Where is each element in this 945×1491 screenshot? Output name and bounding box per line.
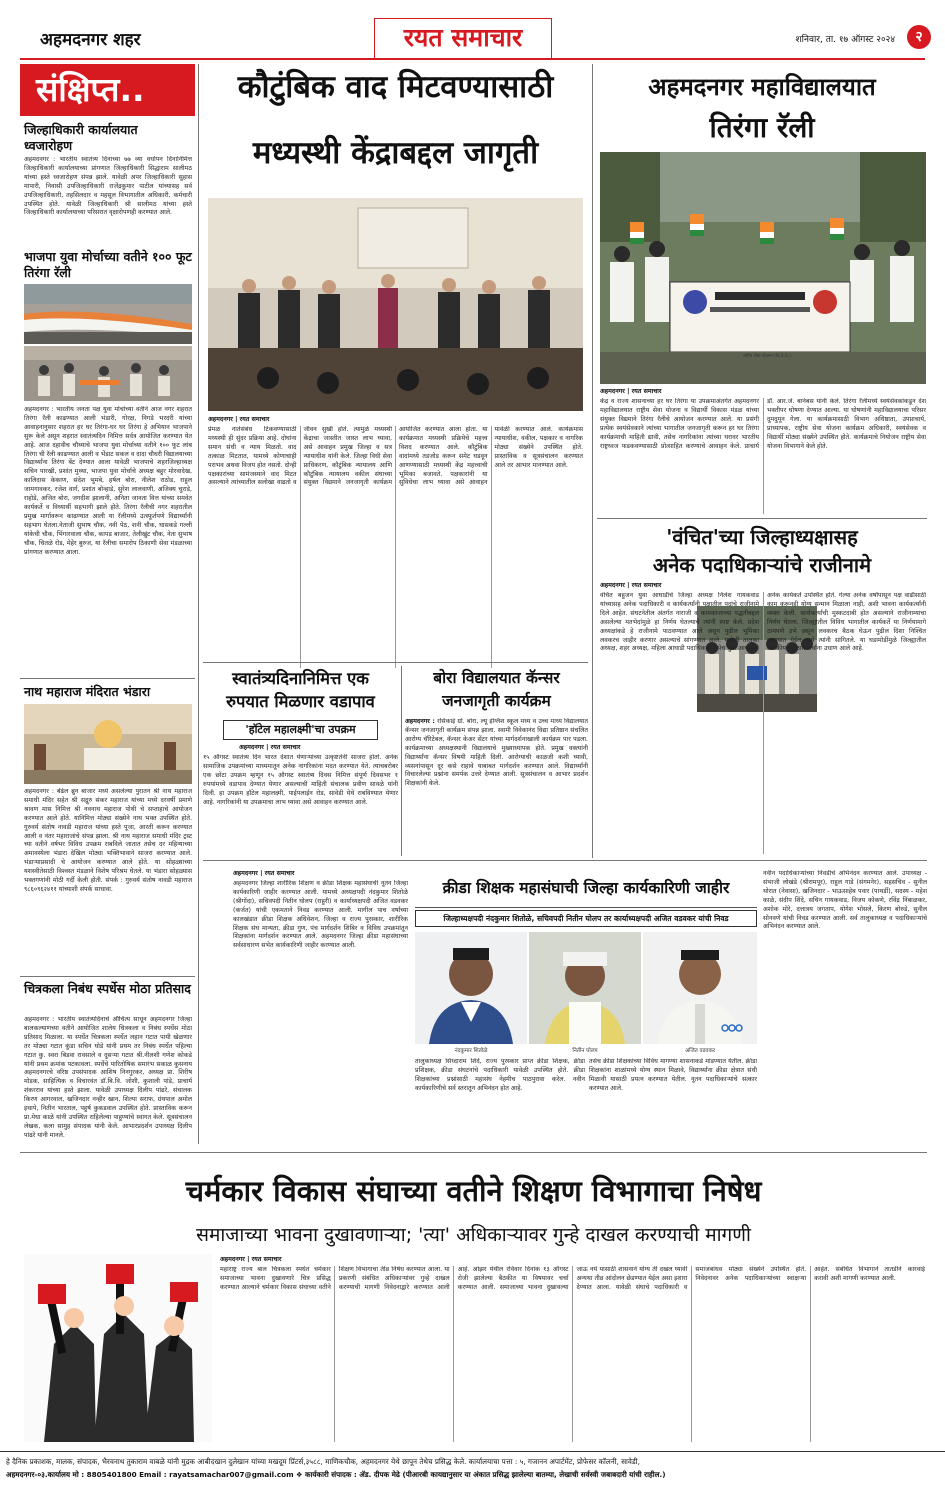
- page-number-badge: [907, 25, 931, 49]
- krida-body-far: नवीन पदाधिकाऱ्यांच्या निवडीचे अभिनंदन करण्यात आले. उपाध्यक्ष - संभाजी लोखंडे (श्रीरामपूर), राहुल गाडे (संगमनेर), सहसचिव - सुनील थोरात (नेवासा), खजिनदार - भाऊसाहेब पवार (पाथर्डी), सदस्य - महेश काळे, संदीप शिंदे, सचिन गायकवाड, विजय कोकणे, रविंद्र निंबाळकर, अशोक मोरे, दत्तात्रय जगताप, योगेश भोसले, किरण बोरुडे, सुनील सोनवणे यांची निवड करण्यात आली. सर्व तालुकाध्यक्ष व पदाधिकाऱ्यांचे अभिनंदन करण्यात आले.: [763, 870, 927, 931]
- vadapav-subtitle-box: [223, 720, 378, 740]
- mediation-body: प्रेमळ नातेसंबंध टिकवण्यासाठी मध्यस्थी ही सुंदर प्रक्रिया आहे. दोघांना समान संधी व न्याय मिळतो. वाद तत्काळ मिटतात, यामध्ये कोणाचाही पराभव अथवा विजय होत नसतो. दोन्ही पक्षकारांच्या सामंजस्याने वाद मिटत असल्याने त्यांच्यातील सलोखा वाढतो व जीवन सुखी होते. त्यामुळे मध्यस्थी केंद्राचा जास्तीत जास्त लाभ घ्यावा, असे आवाहन प्रमुख जिल्हा व सत्र न्यायाधीश यांनी केले. जिल्हा विधी सेवा प्राधिकरण, कौटुंबिक न्यायालय आणि कौटुंबिक न्यायालय वकील संघाच्या संयुक्त विद्यमाने जनजागृती कार्यक्रम आयोजित करण्यात आला होता. या कार्यक्रमात मध्यस्थी प्रक्रियेचे महत्त्व विशद करण्यात आले. कौटुंबिक वादांमध्ये तडजोड करून समेट घडवून आणण्यासाठी मध्यस्थी केंद्र महत्त्वाची भूमिका बजावते. पक्षकारांनी या सुविधेचा लाभ घ्यावा असे आवाहन यावेळी करण्यात आले. कार्यक्रमास न्यायाधीश, वकील, पक्षकार व नागरिक मोठ्या संख्येने उपस्थित होते. प्रास्ताविक व सूत्रसंचालन करण्यात आले तर आभार मानण्यात आले.: [208, 426, 583, 487]
- footer-line-1: हे दैनिक प्रकाशक, मालक, संपादक, भैरवनाथ तुकाराम वाबळे यांनी मुद्रक आबीदखान दुलेखान यांच्या मखदूम प्रिंटर्स,३५८८, माणिकचौक, अहमदनगर येथे छापून तेथेच प्रसिद्ध केले. कार्यालयाचा पत्ता : ५, गजानन अपार्टमेंट, प्रोफेसर कॉलनी, सावेडी,: [6, 1457, 640, 1466]
- vadapav-body: १५ ऑगस्ट स्वातंत्र्य दिन भारत देशात येणाऱ्यांच्या उत्कृष्टतेनी साजरा होतो. अनेक सामाजिक उपक्रमांच्या माध्यमातून अनेक नागरिकांना मदत करण्यात येते. त्याचबरोबर एक छोटा उपक्रम म्हणून १५ ऑगस्ट स्वातंत्र्य दिवस निमित्त संपूर्ण दिवसभर १ रुपयांमध्ये वडापाव देण्यात येणार असल्याची माहिती संचालक प्रवीण सावळे यांनी दिली. हा उपक्रम हॉटेल महालक्ष्मी, पाईपलाईन रोड, सावेडी येथे राबविण्यात येणार आहे. नागरिकांनी या उपक्रमाचा लाभ घ्यावा असे आवाहन करण्यात आले.: [203, 754, 398, 806]
- vadapav-title-line2: रुपयात मिळणार वडापाव: [226, 692, 375, 711]
- vadapav-title-line1: स्वातंत्र्यदिनानिमित्त एक: [232, 669, 369, 688]
- vanchit-title-line1: 'वंचित'च्या जिल्हाध्यक्षासह: [666, 525, 858, 549]
- bora-title-line1: बोरा विद्यालयात कॅन्सर: [433, 669, 560, 687]
- krida-subtitle: जिल्हाध्यक्षपदी नंदकुमार शितोळे, सचिवपदी नितीन घोलप तर कार्याध्यक्षपदी अजित वडवकर यांची निवड: [443, 914, 729, 923]
- vanchit-body: वंचित बहुजन युवा आघाडीचे जिल्हा अध्यक्ष निलेश गायकवाड यांच्यासह अनेक पदाधिकारी व कार्यकर्त्यांनी पक्षातील पदांचे राजीनामे दिले आहेत. संघटनेतील अंतर्गत नाराजी व कामकाजाच्या पद्धतीबद्दल असलेल्या मतभेदांमुळे हा निर्णय घेतल्याचे त्यांनी स्पष्ट केले. प्रदेश अध्यक्षांकडे हे राजीनामे पाठवण्यात आले असून पुढील भूमिका लवकरच जाहीर करणार असल्याचे सांगण्यात आले. यावेळी तालुका अध्यक्ष, शहर अध्यक्ष, महिला आघाडी पदाधिकारी तसेच युवा आघाडीचे अनेक कार्यकर्ते उपस्थित होते. गेल्या अनेक वर्षांपासून पक्ष वाढीसाठी काम करूनही योग्य सन्मान मिळाला नाही, अशी भावना कार्यकर्त्यांनी व्यक्त केली. कार्यकर्त्यांची मुस्कटदाबी होत असल्याने राजीनाम्याचा निर्णय घेतला. जिल्ह्यातील विविध भागातील कार्यकर्ते या निर्णयामागे ठामपणे उभे असून लवकरच बैठक घेऊन पुढील दिशा निश्चित करण्यात येईल असे त्यांनी सांगितले. या घडामोडींमुळे जिल्ह्यातील राजकीय वर्तुळात चर्चांना उधाण आले आहे.: [600, 592, 926, 653]
- charmakar-byline: अहमदनगर | रयत समाचार: [220, 1256, 282, 1263]
- masthead-rule: [20, 58, 925, 60]
- column-divider-left: [198, 64, 199, 1144]
- vanchit-byline: अहमदनगर | रयत समाचार: [600, 582, 662, 589]
- tiranga-title-line1: अहमदनगर महाविद्यालयात: [648, 73, 876, 101]
- tiranga-rally-photo: [600, 152, 926, 384]
- newspaper-title: रयत समाचार: [403, 23, 523, 52]
- column-divider-mid: [592, 64, 593, 858]
- charmakar-protest-illustration: [24, 1254, 212, 1442]
- mediation-title-line1: कौटुंबिक वाद मिटवण्यासाठी: [237, 69, 554, 105]
- bora-body: [405, 718, 588, 852]
- brief4-headline: चित्रकला निबंध स्पर्धेस मोठा प्रतिसाद: [24, 981, 191, 996]
- krida-body-right: तसेच क्रीडा शिक्षकांच्या विविध मागण्या शासनाकडे मांडण्यात येतील. क्रीडा शिक्षकांना शाळांमध्ये योग्य स्थान मिळावे, विद्यार्थ्यांना क्रीडा क्षेत्रात संधी मिळावी यासाठी प्रयत्न करण्यात येतील. नूतन पदाधिकाऱ्यांचे सत्कार करण्यात आले.: [589, 1058, 757, 1092]
- mediation-divider: [203, 662, 588, 663]
- article-charmakar: [20, 1156, 927, 1446]
- krida-byline: अहमदनगर | रयत समाचार: [233, 870, 295, 877]
- krida-caption-shitole: नंदकुमार शितोळे: [454, 1048, 488, 1054]
- middle-band-top: [203, 860, 927, 861]
- mediation-event-photo: [208, 198, 583, 411]
- brief3-temple-photo: [24, 704, 192, 784]
- tiranga-title-line2: तिरंगा रॅली: [709, 111, 815, 144]
- bora-title-line2: जनजागृती कार्यक्रम: [442, 692, 551, 710]
- krida-caption-vadavkar: अजित वडवकर: [684, 1048, 716, 1054]
- brief2-body: अहमदनगर : भारतीय जनता पक्ष युवा मोर्चाच्या वतीने आज नगर शहरात तिरंगा रॅली काढण्यात आली भंडारी, गोरक्ष, निगडे भरदरी यांच्या आवाहनानुसार शहरात हर घर तिरंगा-घर घर तिरंगा हे अभियान भाजपाने सुरू केले असून शहरात स्वातंत्र्यदिन निमित्त सर्वत्र आयोजित करण्यात येत आहे. आज दहावीच चौथ्याचे भाजपा युवा मोर्चाच्या वतीने १०० फूट लांब तिरंगा ची रॅली काढण्यात आली व भेंडाट सकल व दादा चौधरी विद्यालयाच्या विद्यार्थ्यांना तिरंगा बेंट देण्यात आला यावेळी भाजपाचे शहरजिल्हाध्यक्ष सचिन पारखी, प्रशांत मुथ्था, भाजपा युवा मोर्चाचे अध्यक्ष बहुर मोरवादेख, कालिदास केकाण, संदेश भुमबे, हर्षल बोरा, नीलेश राठोड, राहुल जामगावकर, रजेश वार्ग, प्रशांत बोन्हाडे, सुरेश लालवाणी, अजिक्य चुराडे, राहोडे, अजित बोरा, जगदीश झालानी, अनिता जानता वित्त यांच्या समवेत कार्यकर्ते व विध्यार्थी सहभागी झाले होते. तिरंगा रॅलीची नगर शहरातील प्रमुख मार्गावरून काढण्यात आली या रॅलीमध्ये उत्स्फूर्तपणे विद्यार्थ्यांनी सहभाग घेतला.नेताजी सुभाष चौक, नवी पेठ, शनी चौक, घासकडे गल्ली यांकेची चौक, भिंगारवाला चौक, कापड बाजार, तेलीखुंट चौक, नेता सुभाष चौक, चितळे रोड, मेहेर बुरुज, या रॅलीचा समारोप ठिकाणी सेवा मंडळाच्या प्रांगणात करण्यात आला.: [24, 406, 192, 556]
- krida-photo-vadavkar: [643, 932, 757, 1044]
- bora-byline: अहमदनगर :: [405, 718, 435, 725]
- brief2-headline: भाजपा युवा मोर्चाच्या वतीने १०० फूट तिरंगा रॅली: [24, 249, 192, 280]
- bora-body-text: रसिकाई ग्रो. बोरा, ल्यू इंग्लिश स्कूल मध्य व उच्च माध्य विद्यालयात कॅन्सर जनजागृती कार्यक्रम संपन्न झाला. स्वामी विवेकानंद विद्या प्रतिष्ठान संचलित आरोग्य चॅरिटेबल, कॅन्सर केअर सेंटर यांच्या मार्गदर्शनाखाली कार्यक्रम पार पडला. कार्यक्रमाच्या अध्यक्षस्थानी विद्यालयाचे मुख्याध्यापक होते. प्रमुख वक्त्यांनी विद्यार्थ्यांना कॅन्सर विषयी माहिती दिली. आरोग्याची काळजी कशी घ्यावी, व्यसनांपासून दूर कसे राहावे याबाबत मार्गदर्शन करण्यात आले. विद्यार्थ्यांनी विचारलेल्या प्रश्नांना समर्पक उत्तरे देण्यात आली. सूत्रसंचालन व आभार प्रदर्शन शिक्षकांनी केले.: [405, 718, 588, 788]
- article-mediation: [203, 64, 588, 674]
- mediation-title-line2: मध्यस्थी केंद्राबद्दल जागृती: [252, 135, 539, 171]
- article-vanchit: [597, 522, 927, 857]
- brief1-headline: जिल्हाधिकारी कार्यालयात ध्वजारोहण: [24, 122, 138, 153]
- charmakar-body: महाराष्ट्र राज्य बाल चित्रकला स्पर्धेत चर्मकार समाजाच्या भावना दुखावणारे चित्र प्रसिद्ध करण्यात आल्याने चर्मकार विकास संघाच्या वतीने शिक्षण विभागाचा तीव्र निषेध करण्यात आला. या प्रकरणी संबंधित अधिकाऱ्यांवर गुन्हे दाखल करण्याची मागणी निवेदनाद्वारे करण्यात आली आहे. ओझर येथील रविवार दिनांक १३ ऑगस्ट रोजी झालेल्या बैठकीत या विषयावर चर्चा करण्यात आली. समाजाच्या भावना दुखावल्या जाऊ नये यासाठी शासनाने योग्य ती दखल घ्यावी अन्यथा तीव्र आंदोलन छेडण्यात येईल असा इशारा देण्यात आला. यावेळी संघाचे पदाधिकारी व समाजबांधव मोठ्या संख्येने उपस्थित होते. निवेदनावर अनेक पदाधिकाऱ्यांच्या स्वाक्षऱ्या आहेत. संबंधित विभागाने तातडीने कारवाई करावी अशी मागणी करण्यात आली.: [220, 1266, 925, 1291]
- article-tiranga: [597, 64, 927, 514]
- brief3-headline: नाथ महाराज मंदिरात भंडारा: [24, 684, 151, 699]
- krida-body-left: अहमदनगर जिल्हा शारीरिक शिक्षण व क्रीडा शिक्षक महासंघाची नूतन जिल्हा कार्यकारिणी जाहीर करण्यात आली. यामध्ये अध्यक्षपदी नंदकुमार शितोळे (श्रीगोंदा), सचिवपदी नितीन घोलप (राहुरी) व कार्याध्यक्षपदी अजित वडवकर (कर्जत) यांची एकमताने निवड करण्यात आली. मागील पाच वर्षांच्या कालखंडात क्रीडा शिक्षक अधिवेशन, जिल्हा व राज्य पुरस्कार, शारीरिक शिक्षक संघ मान्यता, क्रीडा गुण, पंच मार्गदर्शन शिबिर व विविध उपक्रमांतून शिक्षकांना मार्गदर्शन करण्यात आले. अहमदनगर जिल्हा क्रीडा महासंघाच्या सर्वसाधारण सभेत कार्यकारिणी जाहीर करण्यात आली.: [233, 880, 408, 950]
- brief2-rally-photo: [24, 284, 192, 344]
- issue-date: शनिवार, ता. १७ ऑगस्ट २०२४: [795, 35, 895, 45]
- charmakar-title: चर्मकार विकास संघाच्या वतीने शिक्षण विभागाचा निषेध: [185, 1174, 762, 1208]
- krida-title: क्रीडा शिक्षक महासंघाची जिल्हा कार्यकारिणी जाहीर: [442, 879, 730, 897]
- page-number: २: [915, 29, 923, 45]
- section-name: अहमदनगर शहर: [40, 30, 141, 50]
- brief-column: [20, 64, 195, 1149]
- vadapav-subtitle: 'हॉटेल महालक्ष्मी'चा उपक्रम: [245, 723, 356, 736]
- tiranga-banner-caption: राष्ट्रीय सेवा योजना (N.S.S.): [742, 354, 792, 359]
- brief-divider-2: [20, 976, 195, 977]
- tiranga-byline: अहमदनगर | रयत समाचार: [600, 388, 662, 395]
- footer-line-2: अहमदनगर-०३.कार्यालय मो : 8805401800 Email : rayatsamachar007@gmail.com ❖ कार्यकारी संपादक : ॲड. दीपक मेढे (पीआरबी कायद्यानुसार या अंकात प्रसिद्ध झालेल्या बातम्या, लेखाची सर्वस्वी जबाबदारी यांची राहील.): [6, 1470, 666, 1479]
- brief-banner: [20, 64, 195, 116]
- krida-photo-gholap: [529, 932, 641, 1044]
- tiranga-body: केंद्र व राज्य शासनाच्या हर घर तिरंगा या उपक्रमाअंतर्गत अहमदनगर महाविद्यालयात राष्ट्रीय सेवा योजना व विद्यार्थी विकास मंडळ यांच्या संयुक्त विद्यमाने तिरंगा रॅलीचे आयोजन करण्यात आले. या प्रसंगी प्रत्येक स्वयंसेवकाने त्यांच्या भागातील जनजागृती करून हर घर तिरंगा कार्यक्रमाची माहिती द्यावी, तसेच नागरिकांना त्यांच्या घरावर भारतीय राष्ट्रध्वज फडकवण्यासाठी प्रोत्साहित करण्याचे आवाहन केले. प्राचार्य डॉ. आर.जे. बार्नबस यांनी केले. तिरंगा रॅलीमध्ये स्वयंसेवकांकडून देश भक्तीपर घोषणा देण्यात आल्या. या घोषणांनी महाविद्यालयाचा परिसर दुमदुमून गेला. या कार्यक्रमासाठी विभाग अधिष्ठाता, उपप्राचार्य, प्राध्यापक, राष्ट्रीय सेवा योजना कार्यक्रम अधिकारी, स्वयंसेवक व विद्यार्थी मोठ्या संख्येने उपस्थित होते. कार्यक्रमाचे नियोजन राष्ट्रीय सेवा योजना विभागाने केले होते.: [600, 398, 926, 450]
- krida-body-mid: तालुकाध्यक्ष सिध्दाराम शिंदे, राज्य पुरस्कार प्राप्त क्रीडा शिक्षक, क्रीडा प्रशिक्षक, क्रीडा संघटनांचे पदाधिकारी यावेळी उपस्थित होते. क्रीडा शिक्षकांच्या प्रश्नांसाठी महासंघ नेहमीच पाठपुरावा करेल. नवीन कार्यकारिणीचे सर्व स्तरातून अभिनंदन होत आहे.: [415, 1058, 585, 1092]
- mediation-byline: अहमदनगर | रयत समाचार: [208, 416, 270, 423]
- article-krida: [203, 864, 927, 1149]
- vanchit-title-line2: अनेक पदाधिकाऱ्यांचे राजीनामे: [652, 553, 872, 577]
- masthead: [0, 0, 945, 60]
- krida-subtitle-bar: [415, 910, 757, 927]
- tiranga-divider: [597, 518, 927, 519]
- krida-caption-gholap: नितीन घोलप: [572, 1048, 598, 1054]
- vadapav-divider: [401, 666, 402, 856]
- krida-photo-shitole: [415, 932, 527, 1044]
- brief-divider-1: [20, 678, 195, 679]
- brief2-rally-photo-2: [24, 346, 192, 401]
- article-vadapav: [203, 666, 398, 856]
- krida-title-box: [415, 870, 757, 908]
- footer-rule: [0, 1451, 945, 1452]
- brief3-body: अहमदनगर : बेंढेल ब्रुन बाजार मध्ये असलेल्या पुरातन श्री नाथ महाराज समाधी मंदिर सहेत श्री सद्गुरु संकर महाराज यांच्या मध्ये दरवर्षी प्रमाणे श्रावण मास निमित्त श्री नवनाथ महाराज पोथी चे सप्ताहाचे आयोजन करण्यात आले होते. यानिमित्त मोठ्या संख्येने नाथ भक्त उपस्थित होते. गुरुवर्य संतोष नावडी महाराज यांच्या हस्ते पूजा, आरती करून करण्यात आली व नंतर महाराजांचे संपन्न झाला. श्री नाथ महाराज समाधी मंदिर ट्रस्ट च्या वतीने वर्षभर विविध उपक्रम राबविले जातात तसेच दर महिन्याच्या अमावस्येला भंडारा देखिल मोठ्या भक्तिभावाने साजरा करण्यात आले. भंडाऱ्याप्रसादी चे आयोजन करण्यात आले होते. या सोहळ्याच्या यशस्वीतेसाठी विश्वस्त मंडळाने विशेष परिश्रम घेतले. या भंडारा सोहळ्यास भक्तगणांनी मोठी गर्दी केली होती. संपर्क : गुरुवर्य संतोष नावडी महाराज ९८६०९६२४११ यांच्याशी संपर्क साधावा.: [24, 788, 192, 893]
- brief-banner-label: संक्षिप्त..: [36, 70, 145, 109]
- masthead-title-box: [374, 18, 552, 60]
- footer-imprint: [6, 1455, 939, 1489]
- brief1-body: अहमदनगर : भारतीय स्वातंत्र्य दिनाच्या ७७ व्या वर्धापन दिनानिमित्त जिल्हाधिकारी कार्यालयाच्या प्रांगणात जिल्हाधिकारी सिद्धाराम सालीमठ यांच्या हस्ते ध्वजारोहण संपन्न झाले. यावेळी अपर जिल्हाधिकारी सुहास मापारी, निवासी उपजिल्हाधिकारी राजेंद्रकुमार पाटील यांच्यासह सर्व उपजिल्हाधिकारी, तहसिलदार व महसूल विभागातील अधिकारी, कर्मचारी उपस्थित होते. यावेळी जिल्हाधिकारी श्री सालीमठ यांच्या हस्ते जिल्हाधिकारी कार्यालयाच्या परिसरात वृक्षारोपणही करण्यात आले.: [24, 156, 192, 217]
- charmakar-subtitle: समाजाच्या भावना दुखावणाऱ्या; 'त्या' अधिकाऱ्यावर गुन्हे दाखल करण्याची मागणी: [196, 1224, 751, 1246]
- lower-band-top: [20, 1152, 927, 1153]
- brief4-body: अहमदनगर : भारतीय स्वातंत्र्यदिनाचे औचित्य साधून अहमदनगर जिल्हा बालकल्याणच्या वतीने आयोजित शालेय चित्रकला व निबंध स्पर्धेस मोठा प्रतिसाद मिळाला. या स्पर्धेत चित्रकला स्पर्धेत लहान गटात पायी खेळणार तर मोठ्या गटात कुंडा सचिन घोडे यांनी प्रथम तर निबंध स्पर्धेत पहिल्या गटात कु. स्वरा बिडवा रावसाले व दुसऱ्या गटात श्री.नीलशी गणेश कोकडे यांनी प्रथम क्रमांक पटकावला. स्पर्धेचे पारितोषिक समारंभ सकाळ कुसनाय अहमदनगरचे वरिष्ठ उपसंपादक आशिष निनगुरकर, अध्यक्ष प्रा. शिरीष मोडक, साहित्यिक व विचारवंत डॉ.बि.वि. जोशी, कुशाली पांडे, प्राचार्य शंकरराव यांच्या हस्ते झाला. यावेळी उपाध्यक्ष दिलीप पांढरे, संचालक किरण आगरवाल, खजिनदार नन्हीर खान, शिल्पा सराफ, ग्रंथपाल अमोल इथापे, नितीन भारताल, पहुर्ष कुकडवाल उपस्थित होते. प्रास्ताविक करून प्रा.मेधा काळे यांनी उपस्थित राहिलेल्या पाहुण्यांचे स्वागत केले. सूत्रसंचालन लेखक, कला सामुह संपादक यांनी केले. आभारप्रदर्शन उपाध्यक्ष दिलीप पांढरे यांनी मानले.: [24, 1016, 192, 1139]
- vadapav-byline: अहमदनगर | रयत समाचार: [239, 744, 301, 751]
- article-bora: [405, 666, 588, 856]
